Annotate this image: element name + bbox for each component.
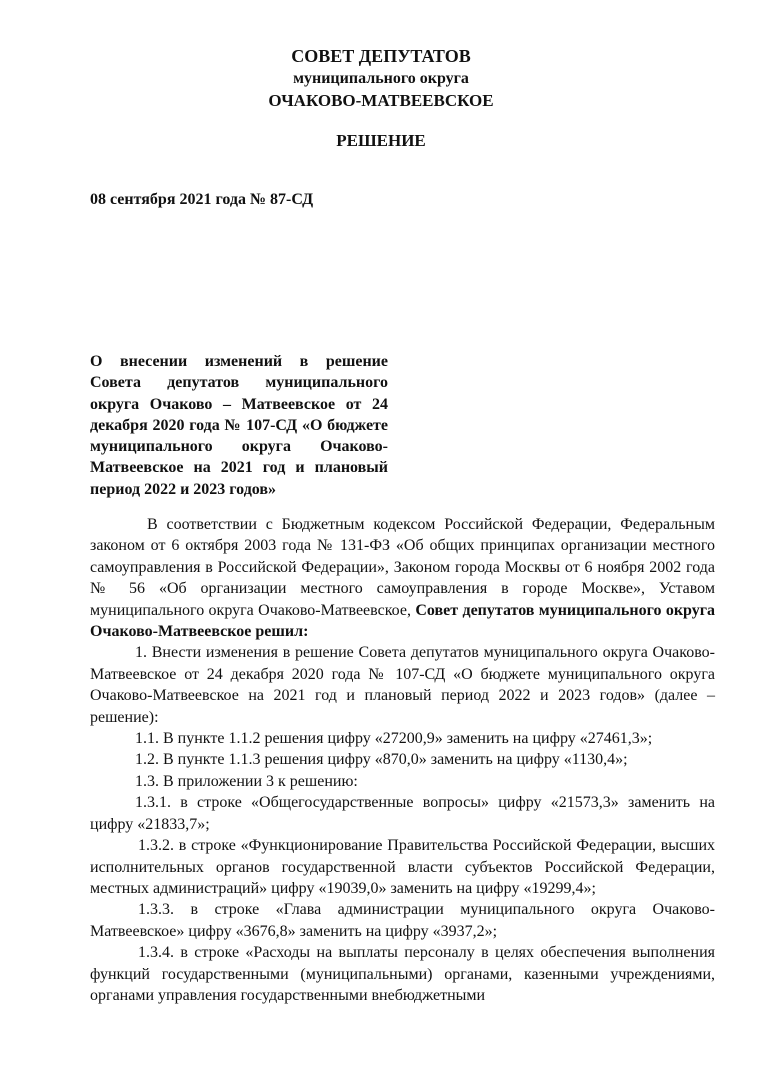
document-type: РЕШЕНИЕ xyxy=(336,131,426,150)
district-name: ОЧАКОВО-МАТВЕЕВСКОЕ xyxy=(268,91,494,110)
item-1: 1. Внести изменения в решение Совета депутатов муниципального округа Очаково-Матвеевское от 24 декабря 2020 года № 107-СД «О бюджете муниципального округа Очаково-Матвеевское на 2021 год и плановый период 2022 и 2023 годов» (далее – решение): xyxy=(90,644,715,726)
item-1-3-4: 1.3.4. в строке «Расходы на выплаты персоналу в целях обеспечения выполнения функций государственными (муниципальными) органами, казенными учреждениями, органами управления государственными внебюджетными xyxy=(90,944,715,1004)
item-1-3-1: 1.3.1. в строке «Общегосударственные вопросы» цифру «21573,3» заменить на цифру «21833,7»; xyxy=(90,794,715,833)
item-1-1: 1.1. В пункте 1.1.2 решения цифру «27200,9» заменить на цифру «27461,3»; xyxy=(135,730,653,748)
preamble-resolution: Совет депутатов муниципального округа Очаково-Матвеевское решил: xyxy=(90,601,716,641)
item-1-3-3: 1.3.3. в строке «Глава администрации муниципального округа Очаково-Матвеевское» цифру «3676,8» заменить на цифру «3937,2»; xyxy=(90,901,715,940)
date-number-line: 08 сентября 2021 года № 87-СД xyxy=(90,191,314,208)
item-1-3-2: 1.3.2. в строке «Функционирование Правительства Российской Федерации, высших исполнительных органов государственной власти субъектов Российской Федерации, местных администраций» цифру «19039,0» заменить на цифру «19299,4»; xyxy=(90,837,715,897)
decision-subject: О внесении изменений в решение Совета депутатов муниципального округа Очаково – Матвеевское от 24 декабря 2020 года № 107-СД «О бюджете муниципального округа Очаково-Матвеевское на 2021 год и плановый период 2022 и 2023 годов» xyxy=(90,353,388,498)
item-1-2: 1.2. В пункте 1.1.3 решения цифру «870,0» заменить на цифру «1130,4»; xyxy=(135,751,628,769)
document-body xyxy=(90,514,715,1006)
council-title: СОВЕТ ДЕПУТАТОВ xyxy=(291,46,471,66)
council-subtitle: муниципального округа xyxy=(293,70,469,87)
preamble-text: В соответствии с Бюджетным кодексом Российской Федерации, Федеральным законом от 6 октября 2003 года № 131-ФЗ «Об общих принципах организации местного самоуправления в Российской Федерации», Законом города Москвы от 6 ноября 2002 года № 56 «Об организации местного самоуправления в городе Москве», Уставом муниципального округа Очаково-Матвеевское, xyxy=(90,516,715,619)
item-1-3: 1.3. В приложении 3 к решению: xyxy=(135,772,358,790)
preamble-paragraph xyxy=(90,514,715,642)
